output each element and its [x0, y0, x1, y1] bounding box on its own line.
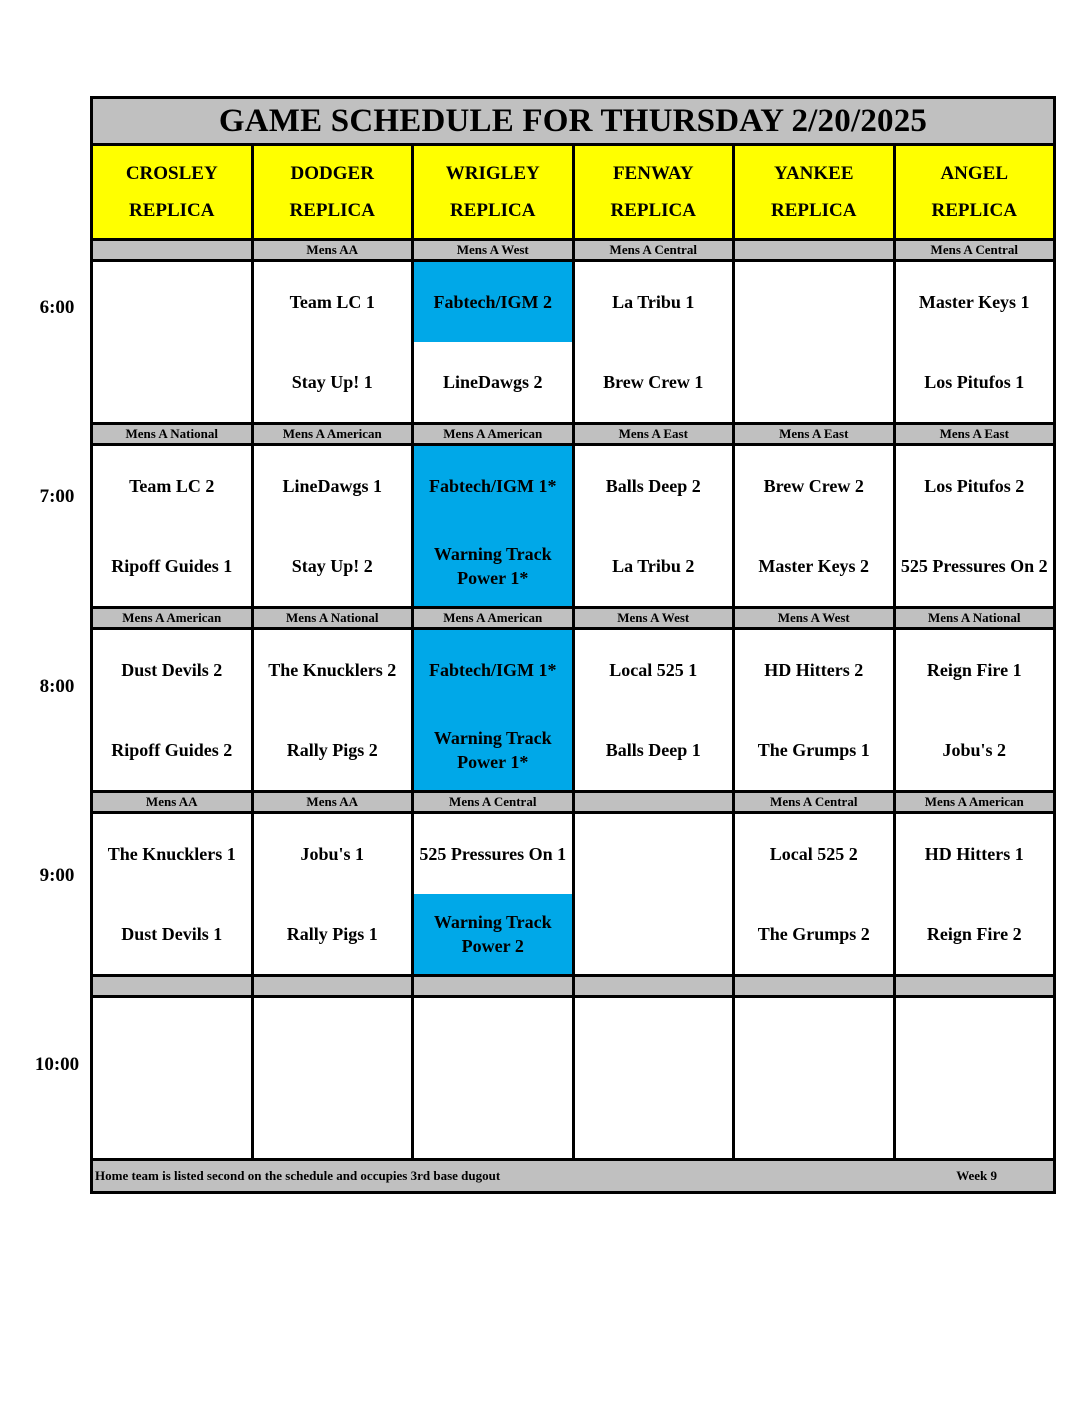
away-team: Team LC 2	[129, 476, 215, 496]
field-header-angel	[894, 145, 1055, 240]
away-team: Fabtech/IGM 1*	[414, 446, 572, 526]
game-cell	[573, 445, 734, 608]
away-team	[575, 814, 733, 894]
league-label: Mens A American	[252, 424, 413, 445]
home-team: Brew Crew 1	[603, 372, 704, 392]
field-subtitle: REPLICA	[128, 200, 215, 221]
game-cell	[413, 629, 574, 792]
away-team: Los Pitufos 2	[924, 476, 1025, 496]
game-cell	[573, 997, 734, 1160]
league-label: Mens A Central	[413, 792, 574, 813]
league-label: Mens A National	[92, 424, 253, 445]
game-cell	[413, 261, 574, 424]
time-label-8: 8:00	[39, 676, 75, 697]
away-team: HD Hitters 2	[764, 660, 864, 680]
game-cell	[734, 997, 895, 1160]
home-team: Stay Up! 1	[291, 372, 373, 392]
away-team: Balls Deep 2	[605, 476, 701, 496]
schedule-footer	[92, 1160, 1055, 1193]
home-team: The Grumps 1	[757, 740, 870, 760]
home-team	[735, 1078, 893, 1158]
league-label: Mens AA	[92, 792, 253, 813]
league-label	[92, 240, 253, 261]
league-label: Mens A American	[894, 792, 1055, 813]
game-cell	[92, 813, 253, 976]
league-label: Mens AA	[252, 792, 413, 813]
game-cell	[734, 445, 895, 608]
home-team: Balls Deep 1	[605, 740, 701, 760]
home-team: La Tribu 2	[612, 556, 695, 576]
home-team: Warning Track Power 2	[414, 894, 572, 974]
home-team: Stay Up! 2	[291, 556, 373, 576]
field-header-dodger	[252, 145, 413, 240]
home-team: Jobu's 2	[942, 740, 1007, 760]
game-cell	[413, 445, 574, 608]
league-label: Mens A West	[413, 240, 574, 261]
game-cell	[252, 997, 413, 1160]
field-name: WRIGLEY	[445, 163, 540, 184]
league-label: Mens A East	[894, 424, 1055, 445]
league-label	[252, 976, 413, 997]
game-cell	[252, 813, 413, 976]
home-team	[93, 342, 251, 422]
home-team: Ripoff Guides 2	[111, 740, 233, 760]
home-team: LineDawgs 2	[442, 372, 543, 392]
home-team	[735, 342, 893, 422]
league-label: Mens A East	[734, 424, 895, 445]
field-subtitle: REPLICA	[449, 200, 536, 221]
field-header-yankee	[734, 145, 895, 240]
away-team	[735, 998, 893, 1078]
league-label: Mens A American	[413, 608, 574, 629]
time-label-10: 10:00	[34, 1054, 80, 1075]
away-team: Team LC 1	[289, 292, 375, 312]
schedule-table	[90, 96, 1056, 1194]
away-team: Reign Fire 1	[926, 660, 1022, 680]
away-team: Dust Devils 2	[121, 660, 223, 680]
home-team	[575, 1078, 733, 1158]
game-cell	[92, 997, 253, 1160]
away-team	[254, 998, 412, 1078]
field-header-fenway	[573, 145, 734, 240]
away-team	[735, 262, 893, 342]
home-team: Warning Track Power 1*	[414, 526, 572, 606]
game-cell	[894, 261, 1055, 424]
game-cell	[573, 629, 734, 792]
game-cell	[252, 445, 413, 608]
league-label	[734, 240, 895, 261]
game-cell	[734, 629, 895, 792]
away-team: The Knucklers 1	[107, 844, 236, 864]
league-label	[92, 976, 253, 997]
league-label	[894, 976, 1055, 997]
game-cell	[573, 261, 734, 424]
home-team	[254, 1078, 412, 1158]
home-team: The Grumps 2	[757, 924, 870, 944]
league-label: Mens A American	[413, 424, 574, 445]
field-name: ANGEL	[940, 163, 1009, 184]
home-team	[93, 1078, 251, 1158]
week-label: Week 9	[956, 1168, 997, 1183]
home-team: Rally Pigs 1	[286, 924, 378, 944]
field-name: YANKEE	[773, 163, 854, 184]
away-team: Local 525 2	[769, 844, 858, 864]
field-name: CROSLEY	[125, 163, 218, 184]
league-label	[573, 976, 734, 997]
away-team: Master Keys 1	[918, 292, 1030, 312]
home-team: Dust Devils 1	[121, 924, 223, 944]
game-cell	[734, 813, 895, 976]
footer-note: Home team is listed second on the schedule and occupies 3rd base dugout	[95, 1168, 501, 1183]
away-team: Jobu's 1	[300, 844, 365, 864]
game-cell	[252, 261, 413, 424]
away-team	[93, 998, 251, 1078]
away-team: Brew Crew 2	[763, 476, 864, 496]
league-label: Mens A American	[92, 608, 253, 629]
home-team: Reign Fire 2	[926, 924, 1022, 944]
away-team	[93, 262, 251, 342]
away-team: 525 Pressures On 1	[419, 844, 567, 864]
home-team: Master Keys 2	[758, 556, 870, 576]
game-cell	[894, 997, 1055, 1160]
league-label: Mens A Central	[734, 792, 895, 813]
game-cell	[92, 629, 253, 792]
away-team: La Tribu 1	[612, 292, 695, 312]
away-team: Fabtech/IGM 1*	[414, 630, 572, 710]
home-team: Ripoff Guides 1	[111, 556, 233, 576]
game-cell	[894, 813, 1055, 976]
away-team: The Knucklers 2	[268, 660, 397, 680]
away-team: Fabtech/IGM 2	[414, 262, 572, 342]
league-label: Mens A National	[252, 608, 413, 629]
away-team	[575, 998, 733, 1078]
game-cell	[413, 813, 574, 976]
home-team	[896, 1078, 1054, 1158]
league-label: Mens A Central	[894, 240, 1055, 261]
league-label	[573, 792, 734, 813]
home-team: Rally Pigs 2	[286, 740, 378, 760]
league-label: Mens A East	[573, 424, 734, 445]
home-team: 525 Pressures On 2	[900, 556, 1048, 576]
game-cell	[894, 445, 1055, 608]
game-cell	[92, 261, 253, 424]
field-subtitle: REPLICA	[931, 200, 1017, 221]
away-team	[896, 998, 1054, 1078]
league-label	[413, 976, 574, 997]
schedule-title: GAME SCHEDULE FOR THURSDAY 2/20/2025	[92, 98, 1055, 145]
field-subtitle: REPLICA	[770, 200, 857, 221]
game-cell	[252, 629, 413, 792]
away-team: LineDawgs 1	[282, 476, 382, 496]
field-subtitle: REPLICA	[289, 200, 375, 221]
league-label: Mens A West	[573, 608, 734, 629]
league-label	[734, 976, 895, 997]
game-cell	[413, 997, 574, 1160]
game-cell	[734, 261, 895, 424]
league-label: Mens AA	[252, 240, 413, 261]
home-team: Los Pitufos 1	[924, 372, 1025, 392]
game-cell	[92, 445, 253, 608]
time-label-7: 7:00	[39, 486, 75, 507]
home-team: Warning Track Power 1*	[414, 710, 572, 790]
field-header-wrigley	[413, 145, 574, 240]
home-team	[414, 1078, 572, 1158]
field-subtitle: REPLICA	[610, 200, 696, 221]
league-label: Mens A Central	[573, 240, 734, 261]
time-label-9: 9:00	[39, 865, 75, 886]
away-team	[414, 998, 572, 1078]
home-team	[575, 894, 733, 974]
league-label: Mens A National	[894, 608, 1055, 629]
field-name: DODGER	[290, 163, 374, 184]
game-cell	[573, 813, 734, 976]
schedule-sheet	[90, 96, 1056, 1194]
game-cell	[894, 629, 1055, 792]
league-label: Mens A West	[734, 608, 895, 629]
field-name: FENWAY	[612, 163, 694, 184]
away-team: HD Hitters 1	[924, 844, 1024, 864]
time-label-6: 6:00	[39, 297, 75, 318]
field-header-crosley	[92, 145, 253, 240]
away-team: Local 525 1	[609, 660, 698, 680]
